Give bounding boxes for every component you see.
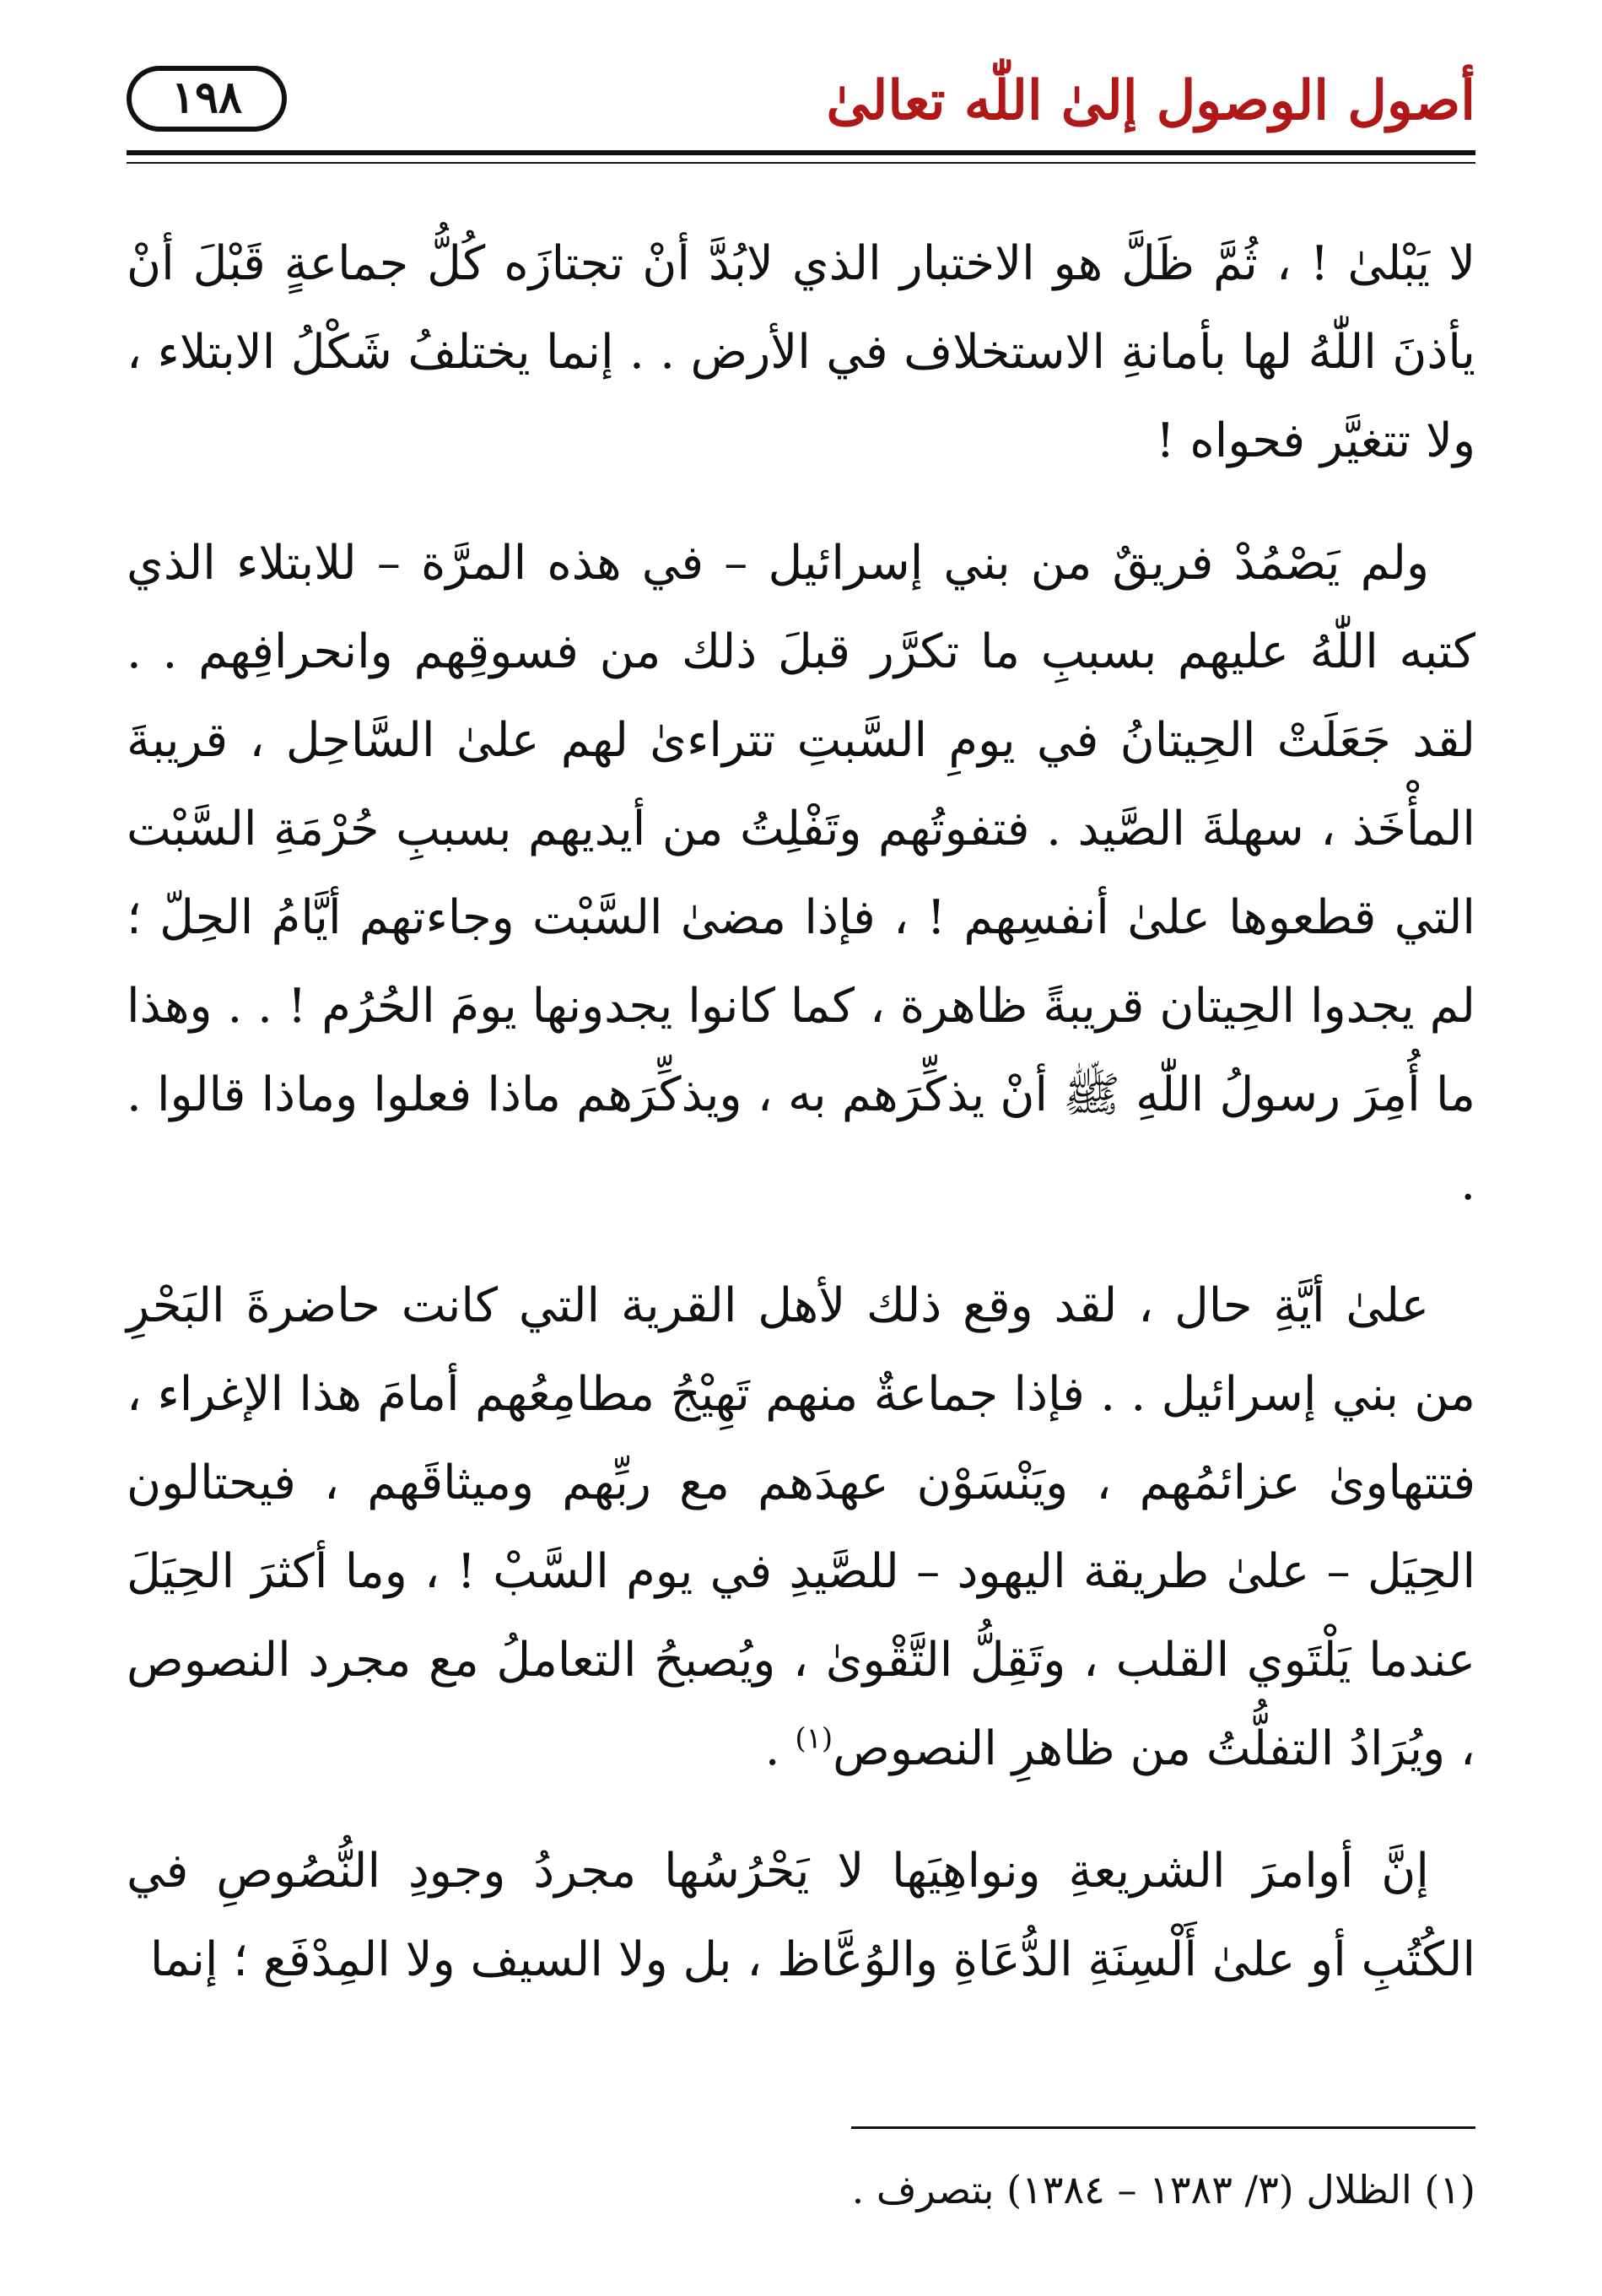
paragraph-4: إنَّ أوامرَ الشريعةِ ونواهِيَها لا يَحْرُسُها مجردُ وجودِ النُّصُوصِ في الكُتُبِ أو علىٰ أَلْسِنَةِ الدُّعَاةِ والوُعَّاظ ، بل ولا السيف ولا المِدْفَع ؛ إنما [127,1844,1475,1987]
page-header [127,51,1475,169]
header-rule-thick [127,150,1475,155]
footnote-marker: (١) [795,1721,833,1756]
paragraph-2: ولم يَصْمُدْ فريقٌ من بني إسرائيل – في هذه المرَّة – للابتلاء الذي كتبه اللّٰهُ عليهم بسببِ ما تكرَّر قبلَ ذلك من فسوقِهم وانحرافِهم . . لقد جَعَلَتْ الحِيتانُ في يومِ السَّبتِ تتراءىٰ لهم علىٰ السَّاحِل ، قريبةَ المأْخَذ ، سهلةَ الصَّيد . فتفوتُهم وتَفْلِتُ من أيديهم بسببِ حُرْمَةِ السَّبْت التي قطعوها علىٰ أنفسِهم ! ، فإذا مضىٰ السَّبْت وجاءتهم أيَّامُ الحِلّ ؛ لم يجدوا الحِيتان قريبةً ظاهرة ، كما كانوا يجدونها يومَ الحُرُم ! . . وهذا ما أُمِرَ رسولُ اللّٰهِ ﷺ أنْ يذكِّرَهم به ، ويذكِّرَهم ماذا فعلوا وماذا قالوا . . [127,536,1475,1211]
paragraph-3-text: علىٰ أيَّةِ حال ، لقد وقع ذلك لأهل القرية التي كانت حاضرةَ البَحْرِ من بني إسرائيل . . فإذا جماعةٌ منهم تَهِيْجُ مطامِعُهم أمامَ هذا الإغراء ، فتتهاوىٰ عزائمُهم ، ويَنْسَوْن عهدَهم مع ربِّهم وميثاقَهم ، فيحتالون الحِيَل – علىٰ طريقة اليهود – للصَّيدِ في يوم السَّبْ ! ، وما أكثرَ الحِيَلَ عندما يَلْتَوي القلب ، وتَقِلُّ التَّقْوىٰ ، ويُصبحُ التعاملُ مع مجرد النصوص ، ويُرَادُ التفلُّتُ من ظاهرِ النصوص [127,1278,1476,1776]
paragraph-3 [127,1261,1475,1793]
running-title: أصول الوصول إلىٰ اللّٰه تعالىٰ [826,69,1475,132]
footnote-separator [851,2126,1475,2129]
body-text [127,219,1475,2004]
header-rule-thin [127,162,1475,164]
footnote-text: (١) الظلال (٣/ ١٣٨٣ – ١٣٨٤) بتصرف . [851,2167,1475,2212]
paragraph-1: لا يَبْلىٰ ! ، ثُمَّ ظَلَّ هو الاختبار الذي لابُدَّ أنْ تجتازَه كُلُّ جماعةٍ قَبْلَ أنْ يأذنَ اللّٰهُ لها بأمانةِ الاستخلاف في الأرض . . إنما يختلفُ شَكْلُ الابتلاء ، ولا تتغيَّر فحواه ! [127,236,1475,468]
page-number-badge: ١٩٨ [127,66,287,132]
paragraph-3-end: . [764,1721,796,1776]
book-page [127,51,1475,2245]
